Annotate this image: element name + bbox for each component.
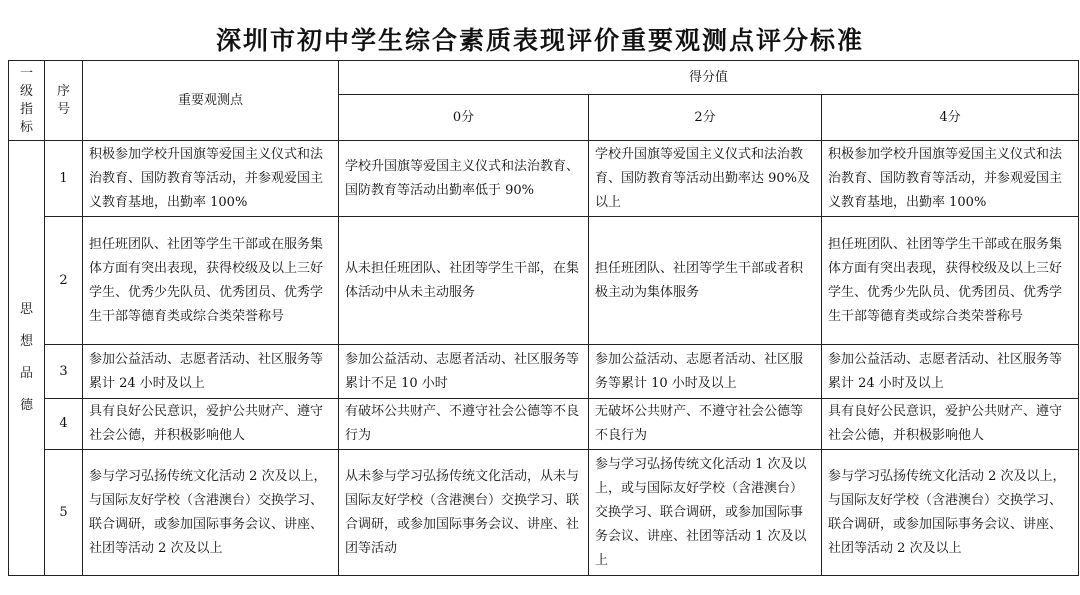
score-2-criteria: 参加公益活动、志愿者活动、社区服务等累计 10 小时及以上 — [589, 345, 822, 399]
score-0-criteria: 参加公益活动、志愿者活动、社区服务等累计不足 10 小时 — [339, 345, 589, 399]
table-row — [9, 450, 1079, 576]
row-number: 1 — [45, 141, 83, 217]
score-4-criteria: 担任班团队、社团等学生干部或在服务集体方面有突出表现，获得校级及以上三好学生、优秀少先队员、优秀团员、优秀学生干部等德育类或综合类荣誉称号 — [822, 217, 1079, 345]
score-2-criteria: 学校升国旗等爱国主义仪式和法治教育、国防教育等活动出勤率达 90%及以上 — [589, 141, 822, 217]
observation-point: 参与学习弘扬传统文化活动 2 次及以上，与国际友好学校（含港澳台）交换学习、联合调研，或参加国际事务会议、讲座、社团等活动 2 次及以上 — [83, 450, 339, 576]
header-indicator — [9, 61, 45, 141]
score-2-criteria: 担任班团队、社团等学生干部或者积极主动为集体服务 — [589, 217, 822, 345]
category-label: 思想品德 — [19, 302, 33, 413]
observation-point: 参加公益活动、志愿者活动、社区服务等累计 24 小时及以上 — [83, 345, 339, 399]
score-2-criteria: 参与学习弘扬传统文化活动 1 次及以上，或与国际友好学校（含港澳台）交换学习、联合调研，或参加国际事务会议、讲座、社团等活动 1 次及以上 — [589, 450, 822, 576]
header-seq-label: 序号 — [56, 83, 70, 117]
row-number: 4 — [45, 399, 83, 450]
score-0-criteria: 从未参与学习弘扬传统文化活动，从未与国际友好学校（含港澳台）交换学习、联合调研，或参加国际事务会议、讲座、社团等活动 — [339, 450, 589, 576]
score-4-criteria: 参与学习弘扬传统文化活动 2 次及以上，与国际友好学校（含港澳台）交换学习、联合调研，或参加国际事务会议、讲座、社团等活动 2 次及以上 — [822, 450, 1079, 576]
table-row — [9, 345, 1079, 399]
score-4-criteria: 具有良好公民意识，爱护公共财产、遵守社会公德，并积极影响他人 — [822, 399, 1079, 450]
score-4-criteria: 参加公益活动、志愿者活动、社区服务等累计 24 小时及以上 — [822, 345, 1079, 399]
header-score-2: 2分 — [589, 95, 822, 141]
header-score-0: 0分 — [339, 95, 589, 141]
header-seq — [45, 61, 83, 141]
header-indicator-label: 一级指标 — [19, 65, 33, 135]
row-number: 2 — [45, 217, 83, 345]
observation-point: 担任班团队、社团等学生干部或在服务集体方面有突出表现，获得校级及以上三好学生、优秀少先队员、优秀团员、优秀学生干部等德育类或综合类荣誉称号 — [83, 217, 339, 345]
score-4-criteria: 积极参加学校升国旗等爱国主义仪式和法治教育、国防教育等活动，并参观爱国主义教育基地，出勤率 100% — [822, 141, 1079, 217]
score-2-criteria: 无破坏公共财产、不遵守社会公德等不良行为 — [589, 399, 822, 450]
page-title: 深圳市初中学生综合素质表现评价重要观测点评分标准 — [215, 26, 864, 55]
row-number: 3 — [45, 345, 83, 399]
row-number: 5 — [45, 450, 83, 576]
table-row — [9, 217, 1079, 345]
scoring-table — [8, 60, 1079, 576]
score-0-criteria: 学校升国旗等爱国主义仪式和法治教育、国防教育等活动出勤率低于 90% — [339, 141, 589, 217]
table-row — [9, 399, 1079, 450]
score-0-criteria: 有破坏公共财产、不遵守社会公德等不良行为 — [339, 399, 589, 450]
category-cell — [9, 141, 45, 576]
header-observation: 重要观测点 — [83, 61, 339, 141]
observation-point: 积极参加学校升国旗等爱国主义仪式和法治教育、国防教育等活动，并参观爱国主义教育基地，出勤率 100% — [83, 141, 339, 217]
header-score-group: 得分值 — [339, 61, 1079, 95]
score-0-criteria: 从未担任班团队、社团等学生干部，在集体活动中从未主动服务 — [339, 217, 589, 345]
table-row — [9, 141, 1079, 217]
observation-point: 具有良好公民意识，爱护公共财产、遵守社会公德，并积极影响他人 — [83, 399, 339, 450]
header-score-4: 4分 — [822, 95, 1079, 141]
